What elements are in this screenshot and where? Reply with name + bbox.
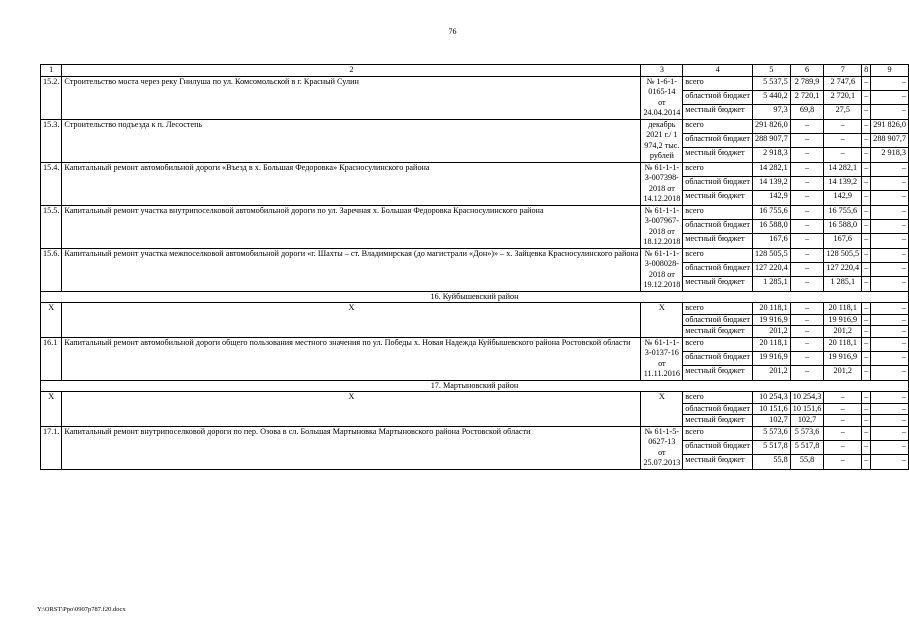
- total-amount: 19 916,9: [752, 351, 790, 365]
- total-amount: 102,7: [752, 415, 790, 427]
- funding-source-label: областной бюджет: [683, 219, 753, 233]
- amount-col9: –: [871, 205, 909, 219]
- item-document: № 1-6-1-0165-14 от 24.04.2014: [641, 76, 683, 119]
- funding-source-label: всего: [683, 303, 753, 315]
- amount-col8: –: [862, 90, 871, 104]
- header-cell: 2: [62, 65, 641, 77]
- item-number: 15.4.: [41, 162, 62, 205]
- item-description: Капитальный ремонт участка межпоселковой автомобильной дороги «г. Шахты – ст. Владимирская (до магистрали «Дон»)» – х. Зайцевка Красносулинского района: [62, 248, 641, 291]
- item-document: № 61-1-1-3-007398-2018 от 14.12.2018: [641, 162, 683, 205]
- amount-col9: –: [871, 105, 909, 119]
- amount-col8: –: [862, 366, 871, 380]
- item-number: 15.2.: [41, 76, 62, 119]
- funding-source-label: всего: [683, 119, 753, 133]
- amount-col7: 20 118,1: [824, 303, 862, 315]
- amount-col7: –: [824, 440, 862, 454]
- funding-source-label: всего: [683, 248, 753, 262]
- table-row: [41, 76, 909, 90]
- header-cell: 7: [824, 65, 862, 77]
- item-description: Строительство подъезда к п. Лесостепь: [62, 119, 641, 162]
- item-number: Х: [41, 303, 62, 338]
- amount-col7: 1 285,1: [824, 277, 862, 291]
- section-row: [41, 380, 909, 392]
- total-amount: 16 588,0: [752, 219, 790, 233]
- amount-col8: –: [862, 219, 871, 233]
- total-amount: 142,9: [752, 191, 790, 205]
- amount-col9: –: [871, 191, 909, 205]
- total-amount: 10 254,3: [752, 392, 790, 404]
- item-description: Х: [62, 392, 641, 427]
- amount-col7: 27,5: [824, 105, 862, 119]
- table-row: [41, 162, 909, 176]
- funding-source-label: местный бюджет: [683, 366, 753, 380]
- total-amount: 1 285,1: [752, 277, 790, 291]
- table-row: [41, 119, 909, 133]
- amount-col6: –: [790, 314, 824, 326]
- amount-col7: –: [824, 392, 862, 404]
- amount-col8: –: [862, 415, 871, 427]
- total-amount: 127 220,4: [752, 262, 790, 276]
- total-amount: 20 118,1: [752, 303, 790, 315]
- total-amount: 5 573,6: [752, 426, 790, 440]
- amount-col9: –: [871, 314, 909, 326]
- amount-col9: –: [871, 326, 909, 338]
- amount-col6: 102,7: [790, 415, 824, 427]
- item-document: № 61-1-1-3-008028-2018 от 19.12.2018: [641, 248, 683, 291]
- amount-col9: –: [871, 234, 909, 248]
- amount-col6: 2 789,9: [790, 76, 824, 90]
- total-amount: 14 282,1: [752, 162, 790, 176]
- amount-col7: 2 720,1: [824, 90, 862, 104]
- amount-col7: 128 505,5: [824, 248, 862, 262]
- funding-source-label: местный бюджет: [683, 455, 753, 469]
- amount-col8: –: [862, 303, 871, 315]
- amount-col8: –: [862, 277, 871, 291]
- amount-col8: –: [862, 133, 871, 147]
- amount-col9: –: [871, 351, 909, 365]
- table-row: [41, 392, 909, 404]
- amount-col6: –: [790, 262, 824, 276]
- amount-col9: 291 826,0: [871, 119, 909, 133]
- amount-col6: 5 517,8: [790, 440, 824, 454]
- total-amount: 288 907,7: [752, 133, 790, 147]
- funding-source-label: областной бюджет: [683, 133, 753, 147]
- amount-col6: 10 254,3: [790, 392, 824, 404]
- table-row: [41, 205, 909, 219]
- amount-col6: –: [790, 337, 824, 351]
- funding-source-label: областной бюджет: [683, 90, 753, 104]
- item-number: 15.3.: [41, 119, 62, 162]
- funding-source-label: местный бюджет: [683, 191, 753, 205]
- amount-col7: 16 588,0: [824, 219, 862, 233]
- amount-col8: –: [862, 119, 871, 133]
- total-amount: 5 440,2: [752, 90, 790, 104]
- amount-col7: 201,2: [824, 326, 862, 338]
- amount-col9: –: [871, 90, 909, 104]
- amount-col8: –: [862, 205, 871, 219]
- amount-col8: –: [862, 176, 871, 190]
- amount-col7: 2 747,6: [824, 76, 862, 90]
- funding-source-label: местный бюджет: [683, 277, 753, 291]
- funding-source-label: областной бюджет: [683, 262, 753, 276]
- funding-source-label: областной бюджет: [683, 176, 753, 190]
- table-row: [41, 303, 909, 315]
- item-description: Капитальный ремонт участка внутрипоселковой автомобильной дороги по ул. Заречная х. Большая Федоровка Красносулинского района: [62, 205, 641, 248]
- funding-source-label: всего: [683, 337, 753, 351]
- section-row: [41, 291, 909, 303]
- funding-source-label: местный бюджет: [683, 326, 753, 338]
- amount-col8: –: [862, 191, 871, 205]
- amount-col8: –: [862, 440, 871, 454]
- amount-col9: –: [871, 219, 909, 233]
- amount-col9: –: [871, 426, 909, 440]
- item-document: № 61-1-1-3-0137-16 от 11.11.2016: [641, 337, 683, 380]
- item-description: Х: [62, 303, 641, 338]
- amount-col6: –: [790, 205, 824, 219]
- amount-col7: 142,9: [824, 191, 862, 205]
- funding-source-label: всего: [683, 162, 753, 176]
- item-description: Капитальный ремонт автомобильной дороги «Въезд в х. Большая Федоровка» Красносулинского района: [62, 162, 641, 205]
- funding-source-label: областной бюджет: [683, 440, 753, 454]
- amount-col6: –: [790, 148, 824, 162]
- amount-col8: –: [862, 426, 871, 440]
- amount-col6: 55,8: [790, 455, 824, 469]
- amount-col7: 167,6: [824, 234, 862, 248]
- item-description: Капитальный ремонт внутрипоселковой дороги по пер. Озова в сл. Большая Мартыновка Мартыновского района Ростовской области: [62, 426, 641, 469]
- amount-col6: –: [790, 219, 824, 233]
- page-number: 76: [448, 27, 457, 36]
- amount-col7: 14 139,2: [824, 176, 862, 190]
- amount-col8: –: [862, 314, 871, 326]
- amount-col7: –: [824, 455, 862, 469]
- amount-col7: 19 916,9: [824, 351, 862, 365]
- amount-col7: –: [824, 403, 862, 415]
- item-number: 17.1.: [41, 426, 62, 469]
- amount-col9: 288 907,7: [871, 133, 909, 147]
- amount-col6: –: [790, 277, 824, 291]
- amount-col7: –: [824, 415, 862, 427]
- footer-file-path: Y:\ORST\Ppo\0907p787.f20.docx: [37, 606, 126, 613]
- total-amount: 167,6: [752, 234, 790, 248]
- amount-col6: –: [790, 366, 824, 380]
- amount-col8: –: [862, 403, 871, 415]
- item-document: № 61-1-5-0627-13 от 25.07.2013: [641, 426, 683, 469]
- total-amount: 128 505,5: [752, 248, 790, 262]
- item-document: Х: [641, 392, 683, 427]
- item-document: № 61-1-1-3-007967-2018 от 18.12.2018: [641, 205, 683, 248]
- funding-source-label: местный бюджет: [683, 148, 753, 162]
- amount-col7: 127 220,4: [824, 262, 862, 276]
- amount-col7: –: [824, 148, 862, 162]
- table-row: [41, 337, 909, 351]
- amount-col6: 5 573,6: [790, 426, 824, 440]
- funding-source-label: местный бюджет: [683, 105, 753, 119]
- amount-col6: 2 720,1: [790, 90, 824, 104]
- amount-col9: 2 918,3: [871, 148, 909, 162]
- amount-col9: –: [871, 392, 909, 404]
- amount-col9: –: [871, 262, 909, 276]
- header-cell: 5: [752, 65, 790, 77]
- header-cell: 4: [683, 65, 753, 77]
- amount-col8: –: [862, 262, 871, 276]
- amount-col8: –: [862, 351, 871, 365]
- amount-col8: –: [862, 455, 871, 469]
- section-title: 16. Куйбышевский район: [41, 291, 909, 303]
- amount-col7: 20 118,1: [824, 337, 862, 351]
- budget-table: [40, 64, 909, 470]
- funding-source-label: местный бюджет: [683, 234, 753, 248]
- item-document: Х: [641, 303, 683, 338]
- total-amount: 201,2: [752, 326, 790, 338]
- amount-col9: –: [871, 366, 909, 380]
- amount-col8: –: [862, 248, 871, 262]
- total-amount: 20 118,1: [752, 337, 790, 351]
- amount-col6: 10 151,6: [790, 403, 824, 415]
- item-description: Строительство моста через реку Гнилуша по ул. Комсомольской в г. Красный Сулин: [62, 76, 641, 119]
- header-cell: 6: [790, 65, 824, 77]
- amount-col6: 69,8: [790, 105, 824, 119]
- amount-col6: –: [790, 176, 824, 190]
- item-document: декабрь 2021 г./ 1 974,2 тыс. рублей: [641, 119, 683, 162]
- total-amount: 5 537,5: [752, 76, 790, 90]
- amount-col6: –: [790, 133, 824, 147]
- amount-col8: –: [862, 326, 871, 338]
- amount-col9: –: [871, 76, 909, 90]
- funding-source-label: всего: [683, 76, 753, 90]
- amount-col8: –: [862, 162, 871, 176]
- amount-col8: –: [862, 337, 871, 351]
- total-amount: 97,3: [752, 105, 790, 119]
- amount-col9: –: [871, 303, 909, 315]
- total-amount: 19 916,9: [752, 314, 790, 326]
- amount-col8: –: [862, 392, 871, 404]
- amount-col7: 16 755,6: [824, 205, 862, 219]
- total-amount: 10 151,6: [752, 403, 790, 415]
- funding-source-label: областной бюджет: [683, 314, 753, 326]
- total-amount: 14 139,2: [752, 176, 790, 190]
- item-number: 15.6.: [41, 248, 62, 291]
- amount-col6: –: [790, 162, 824, 176]
- amount-col7: 14 282,1: [824, 162, 862, 176]
- total-amount: 201,2: [752, 366, 790, 380]
- header-cell: 9: [871, 65, 909, 77]
- amount-col8: –: [862, 105, 871, 119]
- total-amount: 291 826,0: [752, 119, 790, 133]
- amount-col6: –: [790, 234, 824, 248]
- amount-col6: –: [790, 326, 824, 338]
- amount-col7: –: [824, 119, 862, 133]
- total-amount: 16 755,6: [752, 205, 790, 219]
- item-number: Х: [41, 392, 62, 427]
- amount-col6: –: [790, 303, 824, 315]
- amount-col9: –: [871, 337, 909, 351]
- amount-col9: –: [871, 440, 909, 454]
- funding-source-label: местный бюджет: [683, 415, 753, 427]
- amount-col8: –: [862, 234, 871, 248]
- header-cell: 1: [41, 65, 62, 77]
- total-amount: 5 517,8: [752, 440, 790, 454]
- amount-col6: –: [790, 191, 824, 205]
- amount-col9: –: [871, 277, 909, 291]
- header-cell: 8: [862, 65, 871, 77]
- amount-col6: –: [790, 248, 824, 262]
- amount-col8: –: [862, 76, 871, 90]
- amount-col9: –: [871, 455, 909, 469]
- table-row: [41, 248, 909, 262]
- funding-source-label: областной бюджет: [683, 403, 753, 415]
- header-row: [41, 65, 909, 77]
- total-amount: 2 918,3: [752, 148, 790, 162]
- item-number: 16.1: [41, 337, 62, 380]
- table-body: [41, 65, 909, 470]
- section-title: 17. Мартыновский район: [41, 380, 909, 392]
- amount-col8: –: [862, 148, 871, 162]
- amount-col9: –: [871, 162, 909, 176]
- funding-source-label: всего: [683, 426, 753, 440]
- amount-col7: 201,2: [824, 366, 862, 380]
- amount-col9: –: [871, 176, 909, 190]
- amount-col6: –: [790, 119, 824, 133]
- amount-col6: –: [790, 351, 824, 365]
- amount-col9: –: [871, 403, 909, 415]
- item-description: Капитальный ремонт автомобильной дороги общего пользования местного значения по ул. Победы х. Новая Надежда Куйбышевского района Ростовской области: [62, 337, 641, 380]
- amount-col7: –: [824, 133, 862, 147]
- funding-source-label: всего: [683, 392, 753, 404]
- header-cell: 3: [641, 65, 683, 77]
- item-number: 15.5.: [41, 205, 62, 248]
- funding-source-label: всего: [683, 205, 753, 219]
- total-amount: 55,8: [752, 455, 790, 469]
- amount-col7: –: [824, 426, 862, 440]
- funding-source-label: областной бюджет: [683, 351, 753, 365]
- amount-col7: 19 916,9: [824, 314, 862, 326]
- amount-col9: –: [871, 415, 909, 427]
- amount-col9: –: [871, 248, 909, 262]
- table-row: [41, 426, 909, 440]
